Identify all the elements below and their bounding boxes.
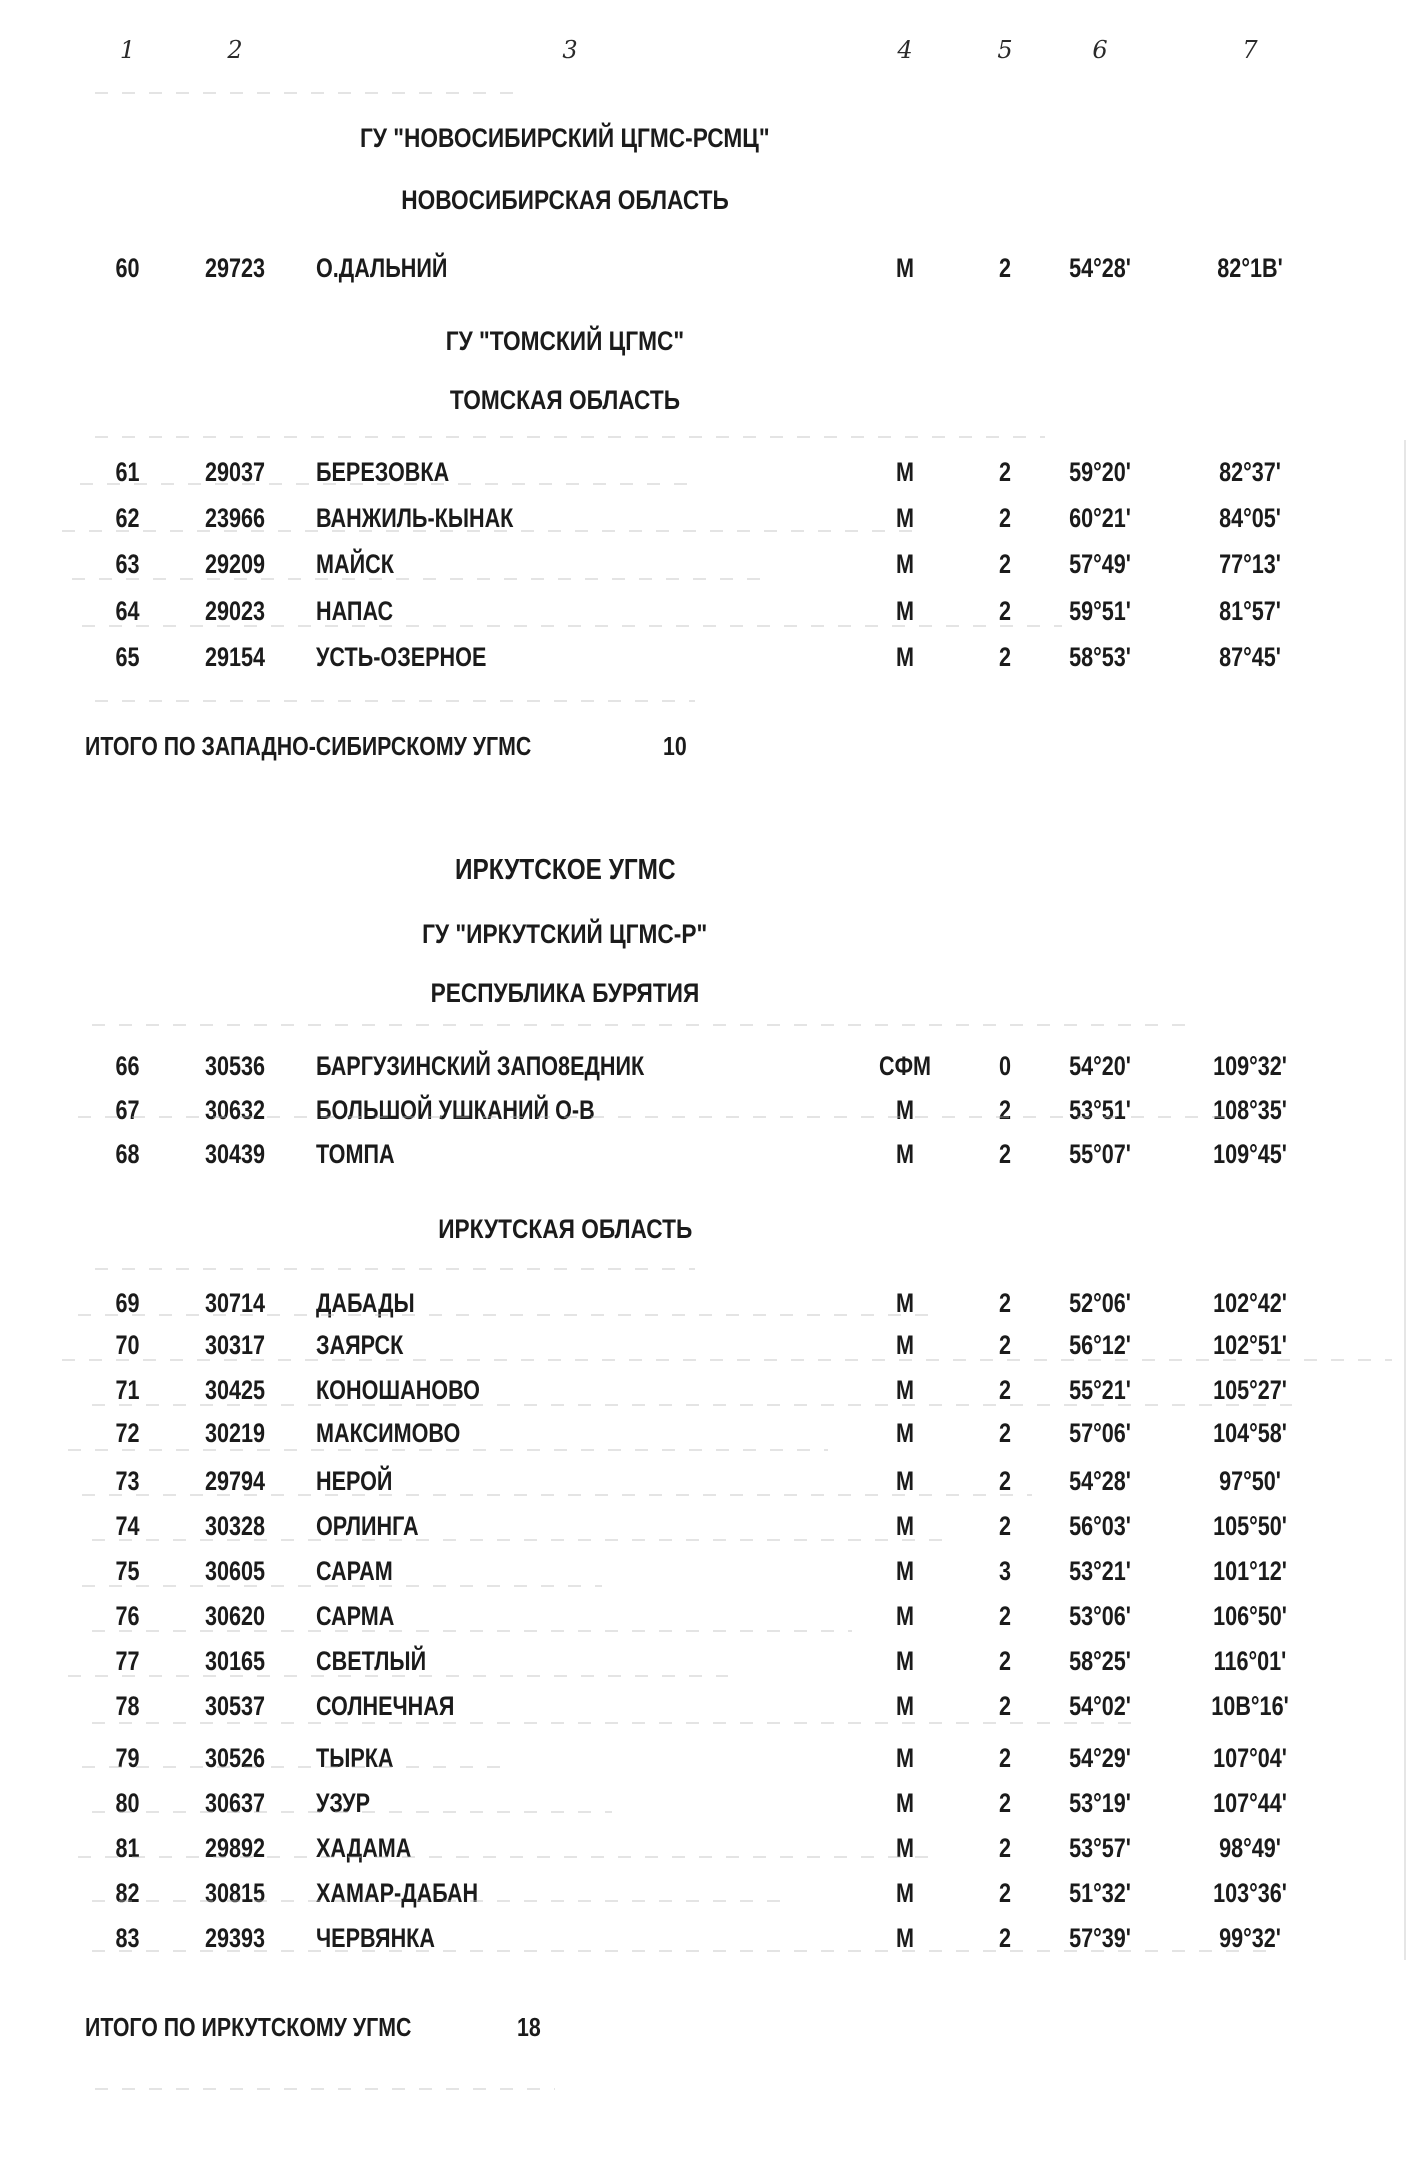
station-name: УЗУР xyxy=(316,1788,370,1818)
table-row xyxy=(85,1743,1340,1773)
station-type: М xyxy=(896,1511,914,1541)
station-code: 30605 xyxy=(204,1556,266,1586)
station-name: ДАБАДЫ xyxy=(316,1288,415,1318)
station-type: М xyxy=(896,1743,914,1773)
station-category: 2 xyxy=(998,1375,1012,1405)
station-latitude: 56°12' xyxy=(1069,1330,1131,1360)
station-category: 2 xyxy=(998,1923,1012,1953)
station-category: 2 xyxy=(998,596,1012,626)
station-latitude: 54°29' xyxy=(1069,1743,1131,1773)
station-number: 73 xyxy=(115,1466,140,1496)
station-longitude: 77°13' xyxy=(1219,549,1281,579)
station-code: 30632 xyxy=(204,1095,266,1125)
station-longitude: 106°50' xyxy=(1213,1601,1287,1631)
total-west-siberian-label: ИТОГО ПО ЗАПАДНО-СИБИРСКОМУ УГМС xyxy=(85,731,532,761)
section-heading-buryatia: РЕСПУБЛИКА БУРЯТИЯ xyxy=(430,978,700,1008)
station-number: 68 xyxy=(115,1139,140,1169)
station-latitude: 54°20' xyxy=(1069,1051,1131,1081)
station-longitude: 81°57' xyxy=(1219,596,1281,626)
station-latitude: 53°51' xyxy=(1069,1095,1131,1125)
station-longitude: 102°51' xyxy=(1213,1330,1287,1360)
station-longitude: 104°58' xyxy=(1213,1418,1287,1448)
table-row xyxy=(85,1375,1340,1405)
scan-artifact xyxy=(82,1494,1032,1496)
station-type: М xyxy=(896,1923,914,1953)
station-number: 82 xyxy=(115,1878,140,1908)
station-type: М xyxy=(896,1833,914,1863)
station-longitude: 102°42' xyxy=(1213,1288,1287,1318)
station-category: 2 xyxy=(998,1601,1012,1631)
station-longitude: 87°45' xyxy=(1219,642,1281,672)
scan-artifact xyxy=(62,1359,1392,1361)
section-heading-irkutsk-oblast: ИРКУТСКАЯ ОБЛАСТЬ xyxy=(437,1214,693,1244)
table-row xyxy=(85,1556,1340,1586)
station-category: 2 xyxy=(998,1511,1012,1541)
station-type: М xyxy=(896,457,914,487)
station-name: ХАДАМА xyxy=(316,1833,412,1863)
station-type: М xyxy=(896,1788,914,1818)
station-type: М xyxy=(896,1330,914,1360)
station-number: 71 xyxy=(115,1375,140,1405)
station-number: 80 xyxy=(115,1788,140,1818)
station-category: 2 xyxy=(998,503,1012,533)
station-longitude: 105°27' xyxy=(1213,1375,1287,1405)
table-row xyxy=(85,549,1340,579)
column-header-2: 2 xyxy=(227,36,243,64)
station-type: М xyxy=(896,503,914,533)
station-category: 2 xyxy=(998,1743,1012,1773)
station-code: 30537 xyxy=(204,1691,266,1721)
station-type: М xyxy=(896,253,914,283)
station-latitude: 58°25' xyxy=(1069,1646,1131,1676)
scan-artifact xyxy=(95,436,1045,438)
station-code: 30328 xyxy=(204,1511,266,1541)
scan-artifact xyxy=(1404,440,1406,1960)
station-longitude: 84°05' xyxy=(1219,503,1281,533)
column-header-7: 7 xyxy=(1242,36,1258,64)
station-type: М xyxy=(896,1646,914,1676)
column-header-6: 6 xyxy=(1092,36,1108,64)
station-category: 2 xyxy=(998,457,1012,487)
station-name: НАПАС xyxy=(316,596,394,626)
station-number: 69 xyxy=(115,1288,140,1318)
station-code: 29794 xyxy=(204,1466,266,1496)
column-header-row xyxy=(85,36,1340,64)
station-latitude: 56°03' xyxy=(1069,1511,1131,1541)
station-type: М xyxy=(896,1139,914,1169)
station-name: ЗАЯРСК xyxy=(316,1330,404,1360)
station-name: ТЫРКА xyxy=(316,1743,394,1773)
station-code: 29154 xyxy=(204,642,266,672)
table-row xyxy=(85,596,1340,626)
station-number: 62 xyxy=(115,503,140,533)
station-longitude: 105°50' xyxy=(1213,1511,1287,1541)
station-code: 29209 xyxy=(204,549,266,579)
station-latitude: 53°06' xyxy=(1069,1601,1131,1631)
table-row xyxy=(85,1646,1340,1676)
station-code: 29892 xyxy=(204,1833,266,1863)
station-code: 30526 xyxy=(204,1743,266,1773)
station-code: 23966 xyxy=(204,503,266,533)
scan-artifact xyxy=(95,700,695,702)
station-code: 30620 xyxy=(204,1601,266,1631)
station-longitude: 109°32' xyxy=(1213,1051,1287,1081)
column-header-5: 5 xyxy=(997,36,1013,64)
station-category: 2 xyxy=(998,1288,1012,1318)
station-category: 2 xyxy=(998,1418,1012,1448)
station-latitude: 57°39' xyxy=(1069,1923,1131,1953)
station-type: СФМ xyxy=(878,1051,932,1081)
station-number: 78 xyxy=(115,1691,140,1721)
station-category: 2 xyxy=(998,549,1012,579)
section-heading-tomsk-gu: ГУ "ТОМСКИЙ ЦГМС" xyxy=(445,326,685,356)
station-latitude: 54°28' xyxy=(1069,253,1131,283)
station-name: СОЛНЕЧНАЯ xyxy=(316,1691,455,1721)
scan-artifact xyxy=(72,578,772,580)
station-type: М xyxy=(896,1466,914,1496)
station-latitude: 53°57' xyxy=(1069,1833,1131,1863)
table-row xyxy=(85,1878,1340,1908)
scan-artifact xyxy=(82,625,1062,627)
scan-artifact xyxy=(68,1675,728,1677)
scan-artifact xyxy=(82,1766,502,1768)
table-row xyxy=(85,1691,1340,1721)
station-latitude: 59°51' xyxy=(1069,596,1131,626)
station-name: О.ДАЛЬНИЙ xyxy=(316,253,448,283)
section-heading-novosibirsk-oblast: НОВОСИБИРСКАЯ ОБЛАСТЬ xyxy=(401,185,729,215)
station-name: ТОМПА xyxy=(316,1139,395,1169)
scan-artifact xyxy=(80,483,700,485)
station-code: 29393 xyxy=(204,1923,266,1953)
table-row xyxy=(85,1139,1340,1169)
station-code: 30165 xyxy=(204,1646,266,1676)
station-latitude: 59°20' xyxy=(1069,457,1131,487)
table-row xyxy=(85,642,1340,672)
station-name: СВЕТЛЫЙ xyxy=(316,1646,427,1676)
station-category: 0 xyxy=(998,1051,1012,1081)
table-row xyxy=(85,253,1340,283)
station-latitude: 53°21' xyxy=(1069,1556,1131,1586)
station-longitude: 97°50' xyxy=(1219,1466,1281,1496)
station-longitude: 107°04' xyxy=(1213,1743,1287,1773)
station-code: 30815 xyxy=(204,1878,266,1908)
station-latitude: 55°21' xyxy=(1069,1375,1131,1405)
station-type: М xyxy=(896,1288,914,1318)
station-number: 60 xyxy=(115,253,140,283)
station-number: 76 xyxy=(115,1601,140,1631)
station-name: БЕРЕЗОВКА xyxy=(316,457,450,487)
scan-artifact xyxy=(78,1116,1228,1118)
station-longitude: 101°12' xyxy=(1213,1556,1287,1586)
station-type: М xyxy=(896,1418,914,1448)
station-longitude: 82°37' xyxy=(1219,457,1281,487)
station-category: 3 xyxy=(998,1556,1012,1586)
station-code: 30536 xyxy=(204,1051,266,1081)
station-name: КОНОШАНОВО xyxy=(316,1375,480,1405)
scan-artifact xyxy=(92,1404,1292,1406)
station-category: 2 xyxy=(998,1095,1012,1125)
station-longitude: 108°35' xyxy=(1213,1095,1287,1125)
station-code: 29023 xyxy=(204,596,266,626)
station-name: БАРГУЗИНСКИЙ ЗАПО8ЕДНИК xyxy=(316,1051,645,1081)
station-latitude: 55°07' xyxy=(1069,1139,1131,1169)
station-number: 61 xyxy=(115,457,140,487)
scan-artifact xyxy=(92,1722,1142,1724)
station-type: М xyxy=(896,642,914,672)
station-code: 30317 xyxy=(204,1330,266,1360)
station-type: М xyxy=(896,1878,914,1908)
station-number: 66 xyxy=(115,1051,140,1081)
section-heading-irkutsk-gu: ГУ "ИРКУТСКИЙ ЦГМС-Р" xyxy=(422,919,708,949)
station-number: 81 xyxy=(115,1833,140,1863)
scan-artifact xyxy=(92,1950,1272,1952)
station-longitude: 10В°16' xyxy=(1211,1691,1289,1721)
column-header-3: 3 xyxy=(562,36,578,64)
station-longitude: 116°01' xyxy=(1213,1646,1287,1676)
total-irkutsk xyxy=(85,2012,546,2043)
station-latitude: 58°53' xyxy=(1069,642,1131,672)
station-code: 30714 xyxy=(204,1288,266,1318)
table-row xyxy=(85,1418,1340,1448)
station-name: НЕРОЙ xyxy=(316,1466,393,1496)
table-row xyxy=(85,1511,1340,1541)
station-code: 30439 xyxy=(204,1139,266,1169)
station-name: ХАМАР-ДАБАН xyxy=(316,1878,479,1908)
station-latitude: 54°02' xyxy=(1069,1691,1131,1721)
station-number: 70 xyxy=(115,1330,140,1360)
station-name: ВАНЖИЛЬ-КЫНАК xyxy=(316,503,514,533)
total-irkutsk-count: 18 xyxy=(517,2012,541,2042)
station-category: 2 xyxy=(998,1833,1012,1863)
station-latitude: 52°06' xyxy=(1069,1288,1131,1318)
station-longitude: 99°32' xyxy=(1219,1923,1281,1953)
scan-artifact xyxy=(92,1811,612,1813)
section-heading-novosibirsk-gu: ГУ "НОВОСИБИРСКИЙ ЦГМС-РСМЦ" xyxy=(360,123,770,153)
station-name: ЧЕРВЯНКА xyxy=(316,1923,435,1953)
station-type: М xyxy=(896,1691,914,1721)
scan-artifact xyxy=(92,1024,1192,1026)
station-number: 72 xyxy=(115,1418,140,1448)
station-name: САРМА xyxy=(316,1601,395,1631)
station-type: М xyxy=(896,1601,914,1631)
scan-artifact xyxy=(92,1630,852,1632)
station-code: 29723 xyxy=(204,253,266,283)
station-number: 74 xyxy=(115,1511,140,1541)
station-category: 2 xyxy=(998,253,1012,283)
table-row xyxy=(85,1051,1340,1081)
station-longitude: 98°49' xyxy=(1219,1833,1281,1863)
station-latitude: 57°49' xyxy=(1069,549,1131,579)
station-category: 2 xyxy=(998,1466,1012,1496)
table-row xyxy=(85,1466,1340,1496)
station-type: М xyxy=(896,596,914,626)
station-number: 64 xyxy=(115,596,140,626)
station-number: 65 xyxy=(115,642,140,672)
station-type: М xyxy=(896,1556,914,1586)
scan-artifact xyxy=(92,1900,792,1902)
scan-artifact xyxy=(78,1314,928,1316)
table-row xyxy=(85,1095,1340,1125)
station-longitude: 107°44' xyxy=(1213,1788,1287,1818)
station-code: 30219 xyxy=(204,1418,266,1448)
station-latitude: 53°19' xyxy=(1069,1788,1131,1818)
table-row xyxy=(85,503,1340,533)
station-category: 2 xyxy=(998,1878,1012,1908)
station-number: 75 xyxy=(115,1556,140,1586)
station-code: 30637 xyxy=(204,1788,266,1818)
station-latitude: 51°32' xyxy=(1069,1878,1131,1908)
table-row xyxy=(85,1330,1340,1360)
station-latitude: 60°21' xyxy=(1069,503,1131,533)
station-latitude: 57°06' xyxy=(1069,1418,1131,1448)
table-row xyxy=(85,1601,1340,1631)
station-category: 2 xyxy=(998,1646,1012,1676)
station-type: М xyxy=(896,1375,914,1405)
station-name: САРАМ xyxy=(316,1556,393,1586)
station-category: 2 xyxy=(998,1788,1012,1818)
station-number: 77 xyxy=(115,1646,140,1676)
station-name: БОЛЬШОЙ УШКАНИЙ О-В xyxy=(316,1095,595,1125)
scan-artifact xyxy=(62,530,912,532)
station-number: 79 xyxy=(115,1743,140,1773)
station-name: УСТЬ-ОЗЕРНОЕ xyxy=(316,642,487,672)
station-longitude: 82°1В' xyxy=(1217,253,1283,283)
section-heading-irkutsk-ugms: ИРКУТСКОЕ УГМС xyxy=(454,854,676,886)
station-number: 67 xyxy=(115,1095,140,1125)
station-number: 83 xyxy=(115,1923,140,1953)
station-name: МАЙСК xyxy=(316,549,394,579)
total-irkutsk-label: ИТОГО ПО ИРКУТСКОМУ УГМС xyxy=(85,2012,412,2042)
station-category: 2 xyxy=(998,1330,1012,1360)
station-category: 2 xyxy=(998,1139,1012,1169)
station-category: 2 xyxy=(998,642,1012,672)
station-name: МАКСИМОВО xyxy=(316,1418,461,1448)
table-row xyxy=(85,1788,1340,1818)
station-longitude: 103°36' xyxy=(1213,1878,1287,1908)
scan-artifact xyxy=(95,2088,555,2090)
total-west-siberian-count: 10 xyxy=(663,731,687,761)
station-type: М xyxy=(896,549,914,579)
station-number: 63 xyxy=(115,549,140,579)
station-code: 29037 xyxy=(204,457,266,487)
column-header-4: 4 xyxy=(897,36,913,64)
station-category: 2 xyxy=(998,1691,1012,1721)
scan-artifact xyxy=(92,1539,952,1541)
scan-artifact xyxy=(95,1268,695,1270)
section-heading-tomsk-oblast: ТОМСКАЯ ОБЛАСТЬ xyxy=(449,385,681,415)
station-type: М xyxy=(896,1095,914,1125)
scan-artifact xyxy=(95,92,515,94)
scan-artifact xyxy=(78,1856,938,1858)
total-west-siberian xyxy=(85,731,692,762)
table-row xyxy=(85,1833,1340,1863)
table-row xyxy=(85,1923,1340,1953)
station-code: 30425 xyxy=(204,1375,266,1405)
station-name: ОРЛИНГА xyxy=(316,1511,419,1541)
column-header-1: 1 xyxy=(119,36,136,64)
station-longitude: 109°45' xyxy=(1213,1139,1287,1169)
station-latitude: 54°28' xyxy=(1069,1466,1131,1496)
scan-artifact xyxy=(82,1585,602,1587)
scan-artifact xyxy=(68,1449,828,1451)
